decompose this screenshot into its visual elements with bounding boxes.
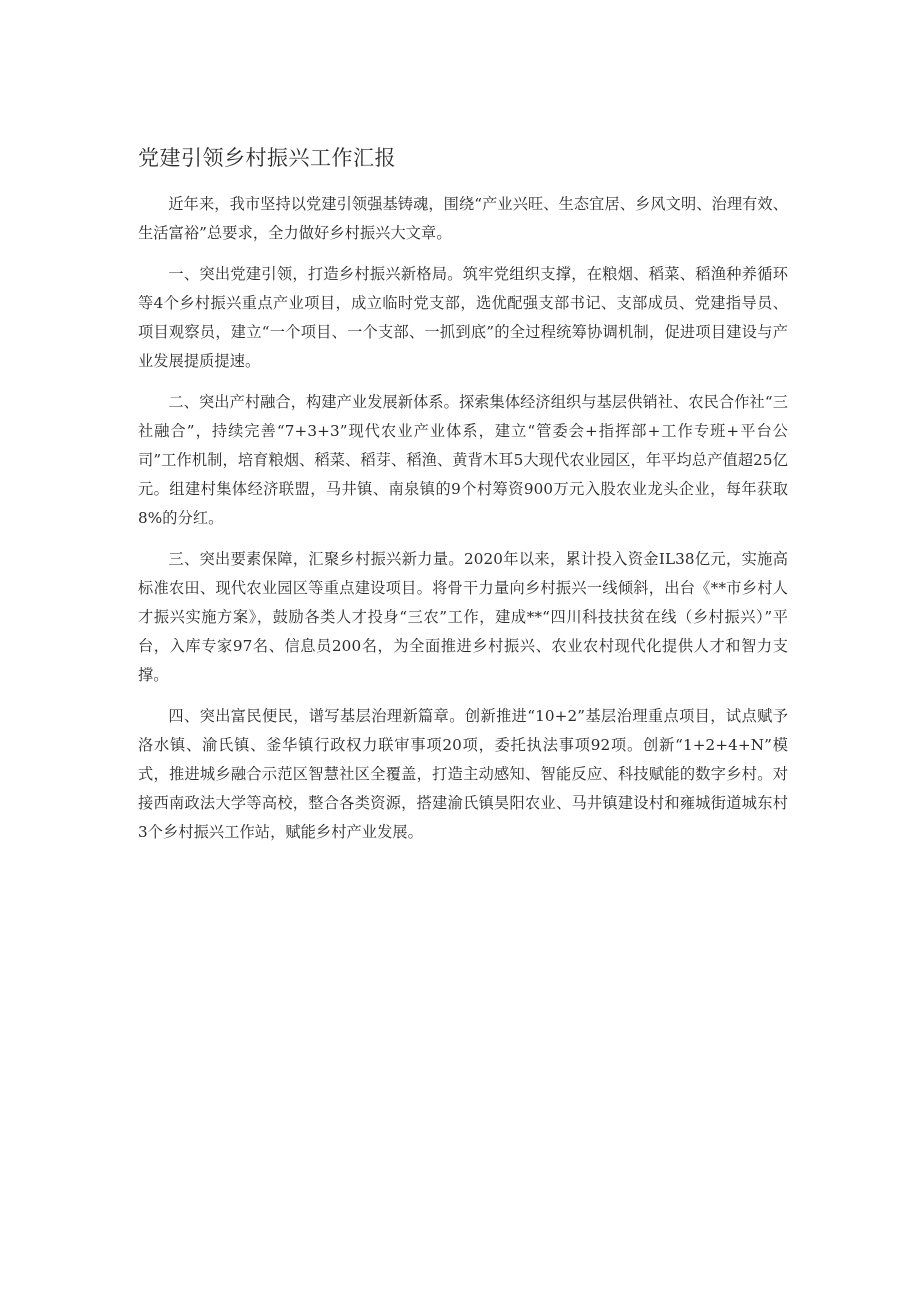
- paragraph-section-3: 三、突出要素保障，汇聚乡村振兴新力量。2020年以来，累计投入资金IL38亿元，实施高标准农田、现代农业园区等重点建设项目。将骨干力量向乡村振兴一线倾斜，出台《**市乡村人才振兴实施方案》，鼓励各类人才投身“三农”工作，建成**“四川科技扶贫在线（乡村振兴）”平台，入库专家97名、信息员200名，为全面推进乡村振兴、农业农村现代化提供人才和智力支撑。: [138, 550, 788, 684]
- document-body: [138, 140, 788, 859]
- paragraph-intro: 近年来，我市坚持以党建引领强基铸魂，围绕“产业兴旺、生态宜居、乡风文明、治理有效、生活富裕”总要求，全力做好乡村振兴大文章。: [138, 195, 788, 242]
- paragraph-section-1: 一、突出党建引领，打造乡村振兴新格局。筑牢党组织支撑，在粮烟、稻菜、稻渔种养循环等4个乡村振兴重点产业项目，成立临时党支部，选优配强支部书记、支部成员、党建指导员、项目观察员，建立“一个项目、一个支部、一抓到底”的全过程统筹协调机制，促进项目建设与产业发展提质提速。: [138, 265, 788, 370]
- document-title: 党建引领乡村振兴工作汇报: [138, 146, 396, 170]
- paragraph-section-2: 二、突出产村融合，构建产业发展新体系。探索集体经济组织与基层供销社、农民合作社“三社融合”，持续完善“7+3+3”现代农业产业体系，建立“管委会+指挥部+工作专班+平台公司”工作机制，培育粮烟、稻菜、稻芽、稻渔、黄背木耳5大现代农业园区，年平均总产值超25亿元。组建村集体经济联盟，马井镇、南泉镇的9个村筹资900万元入股农业龙头企业，每年获取8%的分红。: [138, 393, 788, 527]
- paragraph-section-4: 四、突出富民便民，谱写基层治理新篇章。创新推进“10+2”基层治理重点项目，试点赋予洛水镇、渝氏镇、釜华镇行政权力联审事项20项，委托执法事项92项。创新“1+2+4+N”模式，推进城乡融合示范区智慧社区全覆盖，打造主动感知、智能反应、科技赋能的数字乡村。对接西南政法大学等高校，整合各类资源，搭建渝氏镇昊阳农业、马井镇建设村和雍城街道城东村3个乡村振兴工作站，赋能乡村产业发展。: [138, 707, 788, 841]
